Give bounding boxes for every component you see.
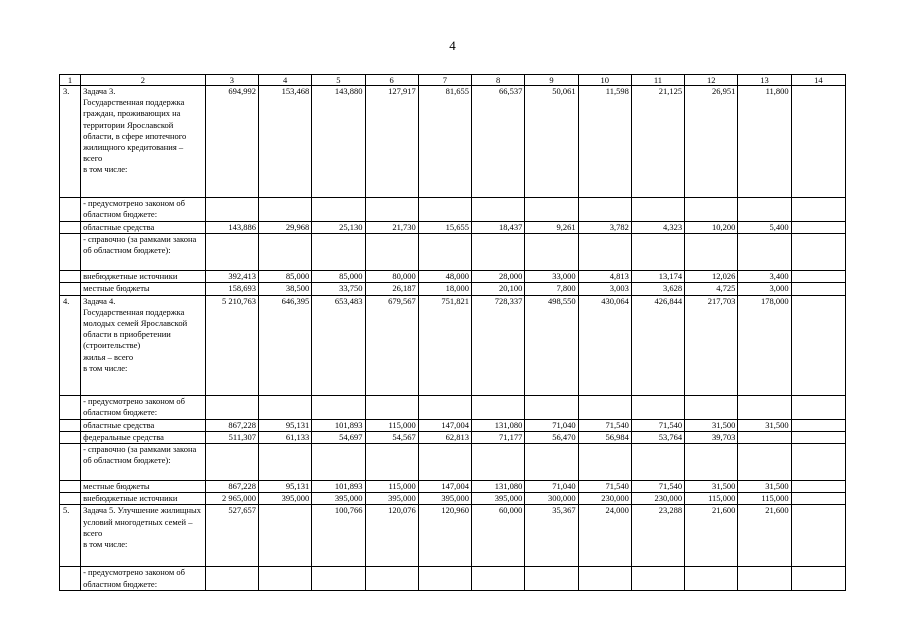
- column-header: 3: [205, 75, 258, 86]
- value-cell: 2 965,000: [205, 493, 258, 505]
- value-cell: 61,133: [258, 431, 311, 443]
- value-cell: 127,917: [365, 86, 418, 198]
- value-cell: 11,800: [738, 86, 791, 198]
- value-cell: [791, 419, 845, 431]
- table-row: [60, 295, 846, 395]
- value-cell: [525, 234, 578, 271]
- value-cell: 71,040: [525, 419, 578, 431]
- value-cell: 115,000: [365, 481, 418, 493]
- value-cell: [205, 567, 258, 591]
- value-cell: 11,598: [578, 86, 631, 198]
- value-cell: 12,026: [685, 271, 738, 283]
- value-cell: [258, 198, 311, 222]
- value-cell: [312, 395, 365, 419]
- value-cell: [738, 198, 791, 222]
- table-row: [60, 271, 846, 283]
- value-cell: 71,540: [631, 419, 684, 431]
- value-cell: [791, 295, 845, 395]
- value-cell: [738, 431, 791, 443]
- value-cell: [791, 198, 845, 222]
- value-cell: 143,880: [312, 86, 365, 198]
- value-cell: 62,813: [418, 431, 471, 443]
- value-cell: 115,000: [365, 419, 418, 431]
- value-cell: [631, 567, 684, 591]
- row-number: [60, 431, 81, 443]
- table-row: [60, 395, 846, 419]
- value-cell: 230,000: [578, 493, 631, 505]
- value-cell: 131,080: [472, 481, 525, 493]
- value-cell: 3,400: [738, 271, 791, 283]
- value-cell: [418, 198, 471, 222]
- value-cell: [791, 505, 845, 567]
- column-header: 13: [738, 75, 791, 86]
- table-row: [60, 567, 846, 591]
- value-cell: [631, 234, 684, 271]
- value-cell: 25,130: [312, 222, 365, 234]
- value-cell: 26,951: [685, 86, 738, 198]
- value-cell: 395,000: [365, 493, 418, 505]
- column-header: 2: [81, 75, 206, 86]
- value-cell: [365, 234, 418, 271]
- value-cell: [365, 444, 418, 481]
- table-row: [60, 234, 846, 271]
- table-row: [60, 493, 846, 505]
- value-cell: 9,261: [525, 222, 578, 234]
- value-cell: 131,080: [472, 419, 525, 431]
- value-cell: 3,003: [578, 283, 631, 295]
- value-cell: 395,000: [418, 493, 471, 505]
- row-label: областные средства: [81, 419, 206, 431]
- value-cell: [685, 567, 738, 591]
- value-cell: 33,000: [525, 271, 578, 283]
- value-cell: 100,766: [312, 505, 365, 567]
- value-cell: [418, 444, 471, 481]
- value-cell: 653,483: [312, 295, 365, 395]
- column-header: 10: [578, 75, 631, 86]
- value-cell: 54,697: [312, 431, 365, 443]
- value-cell: 147,004: [418, 419, 471, 431]
- value-cell: [365, 198, 418, 222]
- value-cell: [791, 567, 845, 591]
- value-cell: [472, 444, 525, 481]
- row-number: [60, 567, 81, 591]
- row-label: внебюджетные источники: [81, 493, 206, 505]
- column-header: 11: [631, 75, 684, 86]
- table-header-row: [60, 75, 846, 86]
- value-cell: 115,000: [738, 493, 791, 505]
- value-cell: 751,821: [418, 295, 471, 395]
- column-header: 9: [525, 75, 578, 86]
- value-cell: [578, 198, 631, 222]
- value-cell: 498,550: [525, 295, 578, 395]
- value-cell: [631, 198, 684, 222]
- table-row: [60, 198, 846, 222]
- value-cell: 29,968: [258, 222, 311, 234]
- value-cell: 71,177: [472, 431, 525, 443]
- row-label: - справочно (за рамками закона об областном бюджете):: [81, 234, 206, 271]
- value-cell: [258, 234, 311, 271]
- value-cell: 178,000: [738, 295, 791, 395]
- table-row: [60, 444, 846, 481]
- value-cell: 679,567: [365, 295, 418, 395]
- value-cell: [418, 567, 471, 591]
- value-cell: [791, 444, 845, 481]
- value-cell: 395,000: [312, 493, 365, 505]
- value-cell: [472, 234, 525, 271]
- value-cell: 18,437: [472, 222, 525, 234]
- row-number: [60, 283, 81, 295]
- value-cell: 54,567: [365, 431, 418, 443]
- row-number: [60, 395, 81, 419]
- row-label: - справочно (за рамками закона об областном бюджете):: [81, 444, 206, 481]
- value-cell: 35,367: [525, 505, 578, 567]
- value-cell: 85,000: [258, 271, 311, 283]
- value-cell: 867,228: [205, 419, 258, 431]
- value-cell: 143,886: [205, 222, 258, 234]
- value-cell: [525, 567, 578, 591]
- row-number: 4.: [60, 295, 81, 395]
- value-cell: [365, 567, 418, 591]
- table-row: [60, 505, 846, 567]
- value-cell: 71,540: [578, 419, 631, 431]
- value-cell: [258, 444, 311, 481]
- value-cell: 95,131: [258, 481, 311, 493]
- value-cell: [791, 493, 845, 505]
- value-cell: 53,764: [631, 431, 684, 443]
- column-header: 14: [791, 75, 845, 86]
- value-cell: [578, 567, 631, 591]
- value-cell: [791, 234, 845, 271]
- value-cell: [738, 234, 791, 271]
- row-number: [60, 493, 81, 505]
- value-cell: [685, 234, 738, 271]
- value-cell: 13,174: [631, 271, 684, 283]
- table-row: [60, 86, 846, 198]
- row-label: Задача 3. Государственная поддержка граждан, проживающих на территории Ярославской области, в сфере ипотечного жилищного кредитования – всего в том числе:: [81, 86, 206, 198]
- value-cell: 85,000: [312, 271, 365, 283]
- value-cell: 646,395: [258, 295, 311, 395]
- budget-table: [59, 74, 846, 591]
- value-cell: [631, 395, 684, 419]
- row-label: местные бюджеты: [81, 283, 206, 295]
- value-cell: 120,960: [418, 505, 471, 567]
- row-label: внебюджетные источники: [81, 271, 206, 283]
- value-cell: 5,400: [738, 222, 791, 234]
- value-cell: [472, 395, 525, 419]
- row-label: местные бюджеты: [81, 481, 206, 493]
- value-cell: 71,040: [525, 481, 578, 493]
- value-cell: [205, 444, 258, 481]
- value-cell: 15,655: [418, 222, 471, 234]
- value-cell: 867,228: [205, 481, 258, 493]
- value-cell: 60,000: [472, 505, 525, 567]
- value-cell: 21,600: [685, 505, 738, 567]
- column-header: 5: [312, 75, 365, 86]
- row-label: - предусмотрено законом об областном бюджете:: [81, 567, 206, 591]
- value-cell: 38,500: [258, 283, 311, 295]
- table-row: [60, 419, 846, 431]
- value-cell: [631, 444, 684, 481]
- value-cell: 31,500: [685, 419, 738, 431]
- row-number: [60, 444, 81, 481]
- column-header: 6: [365, 75, 418, 86]
- row-label: Задача 5. Улучшение жилищных условий многодетных семей – всего в том числе:: [81, 505, 206, 567]
- value-cell: [738, 567, 791, 591]
- value-cell: 50,061: [525, 86, 578, 198]
- value-cell: 217,703: [685, 295, 738, 395]
- value-cell: 392,413: [205, 271, 258, 283]
- value-cell: 4,813: [578, 271, 631, 283]
- value-cell: 48,000: [418, 271, 471, 283]
- value-cell: 20,100: [472, 283, 525, 295]
- value-cell: 728,337: [472, 295, 525, 395]
- value-cell: 31,500: [738, 419, 791, 431]
- value-cell: 39,703: [685, 431, 738, 443]
- value-cell: 31,500: [738, 481, 791, 493]
- row-label: областные средства: [81, 222, 206, 234]
- value-cell: [472, 567, 525, 591]
- value-cell: 120,076: [365, 505, 418, 567]
- column-header: 12: [685, 75, 738, 86]
- value-cell: [685, 444, 738, 481]
- value-cell: 21,600: [738, 505, 791, 567]
- value-cell: 426,844: [631, 295, 684, 395]
- value-cell: 28,000: [472, 271, 525, 283]
- value-cell: 300,000: [525, 493, 578, 505]
- value-cell: [791, 395, 845, 419]
- row-number: [60, 481, 81, 493]
- value-cell: [258, 395, 311, 419]
- value-cell: 26,187: [365, 283, 418, 295]
- column-header: 8: [472, 75, 525, 86]
- value-cell: 71,540: [631, 481, 684, 493]
- table-row: [60, 481, 846, 493]
- value-cell: 115,000: [685, 493, 738, 505]
- value-cell: [205, 234, 258, 271]
- value-cell: 21,125: [631, 86, 684, 198]
- value-cell: [685, 395, 738, 419]
- value-cell: [791, 283, 845, 295]
- value-cell: 101,893: [312, 419, 365, 431]
- value-cell: 395,000: [258, 493, 311, 505]
- value-cell: 66,537: [472, 86, 525, 198]
- value-cell: [791, 222, 845, 234]
- value-cell: 511,307: [205, 431, 258, 443]
- value-cell: 153,468: [258, 86, 311, 198]
- value-cell: 4,323: [631, 222, 684, 234]
- value-cell: [578, 395, 631, 419]
- row-number: [60, 222, 81, 234]
- value-cell: [312, 198, 365, 222]
- row-number: [60, 271, 81, 283]
- column-header: 1: [60, 75, 81, 86]
- value-cell: [578, 234, 631, 271]
- value-cell: 101,893: [312, 481, 365, 493]
- value-cell: [525, 444, 578, 481]
- row-number: 3.: [60, 86, 81, 198]
- value-cell: [258, 505, 311, 567]
- row-label: - предусмотрено законом об областном бюджете:: [81, 395, 206, 419]
- value-cell: [791, 481, 845, 493]
- value-cell: 95,131: [258, 419, 311, 431]
- value-cell: 21,730: [365, 222, 418, 234]
- value-cell: 56,984: [578, 431, 631, 443]
- value-cell: [578, 444, 631, 481]
- value-cell: [738, 395, 791, 419]
- value-cell: [472, 198, 525, 222]
- column-header: 4: [258, 75, 311, 86]
- value-cell: 527,657: [205, 505, 258, 567]
- table-row: [60, 283, 846, 295]
- value-cell: 3,000: [738, 283, 791, 295]
- value-cell: [258, 567, 311, 591]
- value-cell: 31,500: [685, 481, 738, 493]
- value-cell: 5 210,763: [205, 295, 258, 395]
- page-number: 4: [449, 38, 456, 53]
- value-cell: [418, 395, 471, 419]
- value-cell: 71,540: [578, 481, 631, 493]
- value-cell: [791, 271, 845, 283]
- value-cell: 395,000: [472, 493, 525, 505]
- value-cell: [791, 86, 845, 198]
- value-cell: 694,992: [205, 86, 258, 198]
- value-cell: 81,655: [418, 86, 471, 198]
- table-row: [60, 431, 846, 443]
- row-number: [60, 419, 81, 431]
- value-cell: [525, 395, 578, 419]
- value-cell: [365, 395, 418, 419]
- column-header: 7: [418, 75, 471, 86]
- value-cell: [525, 198, 578, 222]
- value-cell: 147,004: [418, 481, 471, 493]
- row-number: [60, 234, 81, 271]
- value-cell: [738, 444, 791, 481]
- value-cell: [312, 444, 365, 481]
- value-cell: 33,750: [312, 283, 365, 295]
- value-cell: [685, 198, 738, 222]
- value-cell: [418, 234, 471, 271]
- value-cell: 10,200: [685, 222, 738, 234]
- value-cell: [205, 198, 258, 222]
- value-cell: 3,628: [631, 283, 684, 295]
- value-cell: 80,000: [365, 271, 418, 283]
- row-number: [60, 198, 81, 222]
- value-cell: [205, 395, 258, 419]
- value-cell: 18,000: [418, 283, 471, 295]
- value-cell: [312, 567, 365, 591]
- value-cell: 4,725: [685, 283, 738, 295]
- value-cell: 24,000: [578, 505, 631, 567]
- value-cell: 158,693: [205, 283, 258, 295]
- value-cell: [312, 234, 365, 271]
- row-label: федеральные средства: [81, 431, 206, 443]
- row-label: - предусмотрено законом об областном бюджете:: [81, 198, 206, 222]
- value-cell: 3,782: [578, 222, 631, 234]
- value-cell: 430,064: [578, 295, 631, 395]
- table-row: [60, 222, 846, 234]
- value-cell: 230,000: [631, 493, 684, 505]
- row-label: Задача 4. Государственная поддержка молодых семей Ярославской области в приобретении (строительстве) жилья – всего в том числе:: [81, 295, 206, 395]
- value-cell: 23,288: [631, 505, 684, 567]
- value-cell: [791, 431, 845, 443]
- row-number: 5.: [60, 505, 81, 567]
- value-cell: 7,800: [525, 283, 578, 295]
- value-cell: 56,470: [525, 431, 578, 443]
